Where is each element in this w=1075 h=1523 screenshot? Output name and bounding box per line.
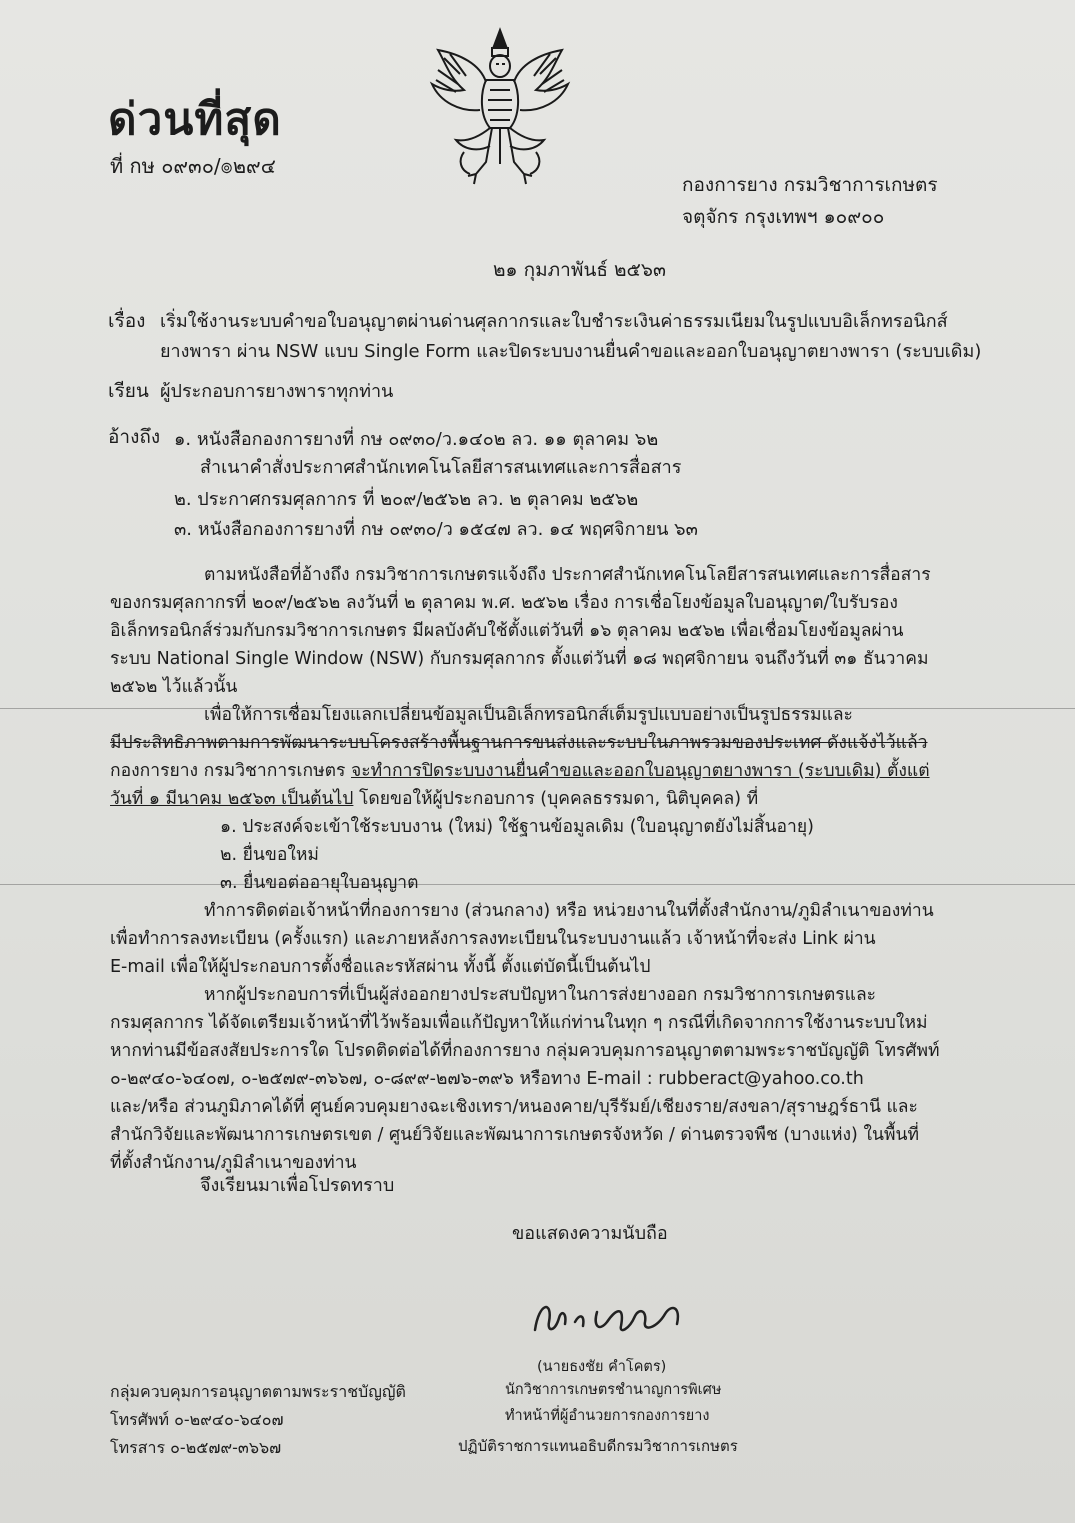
reference-item: สำเนาคำสั่งประกาศสำนักเทคโนโลยีสารสนเทศและการสื่อสาร xyxy=(200,457,682,478)
body-line: เพื่อให้การเชื่อมโยงแลกเปลี่ยนข้อมูลเป็นอิเล็กทรอนิกส์เต็มรูปแบบอย่างเป็นรูปธรรมและ xyxy=(204,705,853,725)
list-item: ๑. ประสงค์จะเข้าใช้ระบบงาน (ใหม่) ใช้ฐานข้อมูลเดิม (ใบอนุญาตยังไม่สิ้นอายุ) xyxy=(220,817,814,837)
subject-line: ยางพารา ผ่าน NSW แบบ Single Form และปิดระบบงานยื่นคำขอและออกใบอนุญาตยางพารา (ระบบเดิม) xyxy=(160,341,982,362)
body-line: อิเล็กทรอนิกส์ร่วมกับกรมวิชาการเกษตร มีผลบังคับใช้ตั้งแต่วันที่ ๑๖ ตุลาคม ๒๕๖๒ เพื่อเชื่อมโยงข้อมูลผ่าน xyxy=(110,621,904,641)
body-line: และ/หรือ ส่วนภูมิภาคได้ที่ ศูนย์ควบคุมยางฉะเชิงเทรา/หนองคาย/บุรีรัมย์/เชียงราย/สงขลา/สุราษฎร์ธานี และ xyxy=(110,1097,918,1117)
garuda-emblem-icon xyxy=(420,24,580,194)
recipient-text: ผู้ประกอบการยางพาราทุกท่าน xyxy=(160,381,394,402)
body-text: กองการยาง กรมวิชาการเกษตร xyxy=(110,761,351,781)
signatory-position: ปฏิบัติราชการแทนอธิบดีกรมวิชาการเกษตร xyxy=(458,1437,738,1455)
reference-number: ที่ กษ ๐๙๓๐/๏๒๙๔ xyxy=(110,154,276,178)
reference-item: ๒. ประกาศกรมศุลกากร ที่ ๒๐๙/๒๕๖๒ ลว. ๒ ตุลาคม ๒๕๖๒ xyxy=(174,489,639,510)
body-line: หากท่านมีข้อสงสัยประการใด โปรดติดต่อได้ที่กองการยาง กลุ่มควบคุมการอนุญาตตามพระราชบัญญัติ โทรศัพท์ xyxy=(110,1041,940,1061)
list-item: ๒. ยื่นขอใหม่ xyxy=(220,845,319,865)
handwritten-signature xyxy=(525,1292,695,1342)
reference-item: ๑. หนังสือกองการยางที่ กษ ๐๙๓๐/ว.๑๔๐๒ ลว. ๑๑ ตุลาคม ๖๒ xyxy=(174,429,659,450)
body-line: ระบบ National Single Window (NSW) กับกรมศุลกากร ตั้งแต่วันที่ ๑๘ พฤศจิกายน จนถึงวันที่ ๓๑ ธันวาคม xyxy=(110,649,929,669)
list-item: ๓. ยื่นขอต่ออายุใบอนุญาต xyxy=(220,873,419,893)
signatory-position: นักวิชาการเกษตรชำนาญการพิเศษ xyxy=(505,1382,722,1398)
emphasized-text: จะทำการปิดระบบงานยื่นคำขอและออกใบอนุญาตยางพารา (ระบบเดิม) ตั้งแต่ xyxy=(350,761,930,781)
signatory-position: ทำหน้าที่ผู้อำนวยการกองการยาง xyxy=(505,1408,710,1424)
organization-address: จตุจักร กรุงเทพฯ ๑๐๙๐๐ xyxy=(682,206,885,228)
body-line: E-mail เพื่อให้ผู้ประกอบการตั้งชื่อและรหัสผ่าน ทั้งนี้ ตั้งแต่บัดนี้เป็นต้นไป xyxy=(110,957,651,977)
body-line: ทำการติดต่อเจ้าหน้าที่กองการยาง (ส่วนกลาง) หรือ หน่วยงานในที่ตั้งสำนักงาน/ภูมิลำเนาของท่าน xyxy=(204,901,934,921)
organization-name: กองการยาง กรมวิชาการเกษตร xyxy=(682,174,938,196)
body-line: ๐-๒๙๔๐-๖๔๐๗, ๐-๒๕๗๙-๓๖๖๗, ๐-๘๙๙-๒๗๖-๓๙๖ หรือทาง E-mail : rubberact@yahoo.co.th xyxy=(110,1069,864,1089)
body-text: โดยขอให้ผู้ประกอบการ (บุคคลธรรมดา, นิติบุคคล) ที่ xyxy=(353,789,759,809)
closing-text: จึงเรียนมาเพื่อโปรดทราบ xyxy=(200,1175,395,1196)
body-line: ตามหนังสือที่อ้างถึง กรมวิชาการเกษตรแจ้งถึง ประกาศสำนักเทคโนโลยีสารสนเทศและการสื่อสาร xyxy=(204,565,931,585)
body-line: ของกรมศุลกากรที่ ๒๐๙/๒๕๖๒ ลงวันที่ ๒ ตุลาคม พ.ศ. ๒๕๖๒ เรื่อง การเชื่อโยงข้อมูลใบอนุญาต/ใบรับรอง xyxy=(110,593,898,613)
body-line: สำนักวิจัยและพัฒนาการเกษตรเขต / ศูนย์วิจัยและพัฒนาการเกษตรจังหวัด / ด่านตรวจพืช (บางแห่ง) ในพื้นที่ xyxy=(110,1125,919,1145)
body-line: ที่ตั้งสำนักงาน/ภูมิลำเนาของท่าน xyxy=(110,1153,357,1173)
recipient-label: เรียน xyxy=(108,380,149,402)
body-line: เพื่อทำการลงทะเบียน (ครั้งแรก) และภายหลังการลงทะเบียนในระบบงานแล้ว เจ้าหน้าที่จะส่ง Link ผ่าน xyxy=(110,929,876,949)
regards-text: ขอแสดงความนับถือ xyxy=(512,1223,668,1244)
urgency-heading: ด่วนที่สุด xyxy=(108,94,282,145)
signatory-name: (นายธงชัย คำโคตร) xyxy=(537,1359,667,1375)
fold-line xyxy=(0,884,1075,885)
emphasized-text: วันที่ ๑ มีนาคม ๒๕๖๓ เป็นต้นไป xyxy=(110,789,354,809)
body-line: กรมศุลกากร ได้จัดเตรียมเจ้าหน้าที่ไว้พร้อมเพื่อแก้ปัญหาให้แก่ท่านในทุก ๆ กรณีที่เกิดจากการใช้งานระบบใหม่ xyxy=(110,1013,928,1033)
footer-phone: โทรศัพท์ ๐-๒๙๔๐-๖๔๐๗ xyxy=(110,1410,284,1429)
subject-line: เริ่มใช้งานระบบคำขอใบอนุญาตผ่านด่านศุลกากรและใบชำระเงินค่าธรรมเนียมในรูปแบบอิเล็กทรอนิกส์ xyxy=(160,311,948,332)
body-line xyxy=(110,784,758,812)
footer-unit: กลุ่มควบคุมการอนุญาตตามพระราชบัญญัติ xyxy=(110,1382,406,1401)
body-line: หากผู้ประกอบการที่เป็นผู้ส่งออกยางประสบปัญหาในการส่งยางออก กรมวิชาการเกษตรและ xyxy=(204,985,877,1005)
reference-item: ๓. หนังสือกองการยางที่ กษ ๐๙๓๐/ว ๑๕๔๗ ลว. ๑๔ พฤศจิกายน ๖๓ xyxy=(174,519,698,540)
body-line: ๒๕๖๒ ไว้แล้วนั้น xyxy=(110,677,238,697)
footer-fax: โทรสาร ๐-๒๕๗๙-๓๖๖๗ xyxy=(110,1438,282,1457)
references-label: อ้างถึง xyxy=(108,426,161,448)
body-line: มีประสิทธิภาพตามการพัฒนาระบบโครงสร้างพื้นฐานการขนส่งและระบบในภาพรวมของประเทศ ดังแจ้งไว้แล้ว xyxy=(110,733,928,753)
subject-label: เรื่อง xyxy=(108,310,146,332)
letter-date: ๒๑ กุมภาพันธ์ ๒๕๖๓ xyxy=(493,259,666,281)
body-line xyxy=(110,756,930,784)
